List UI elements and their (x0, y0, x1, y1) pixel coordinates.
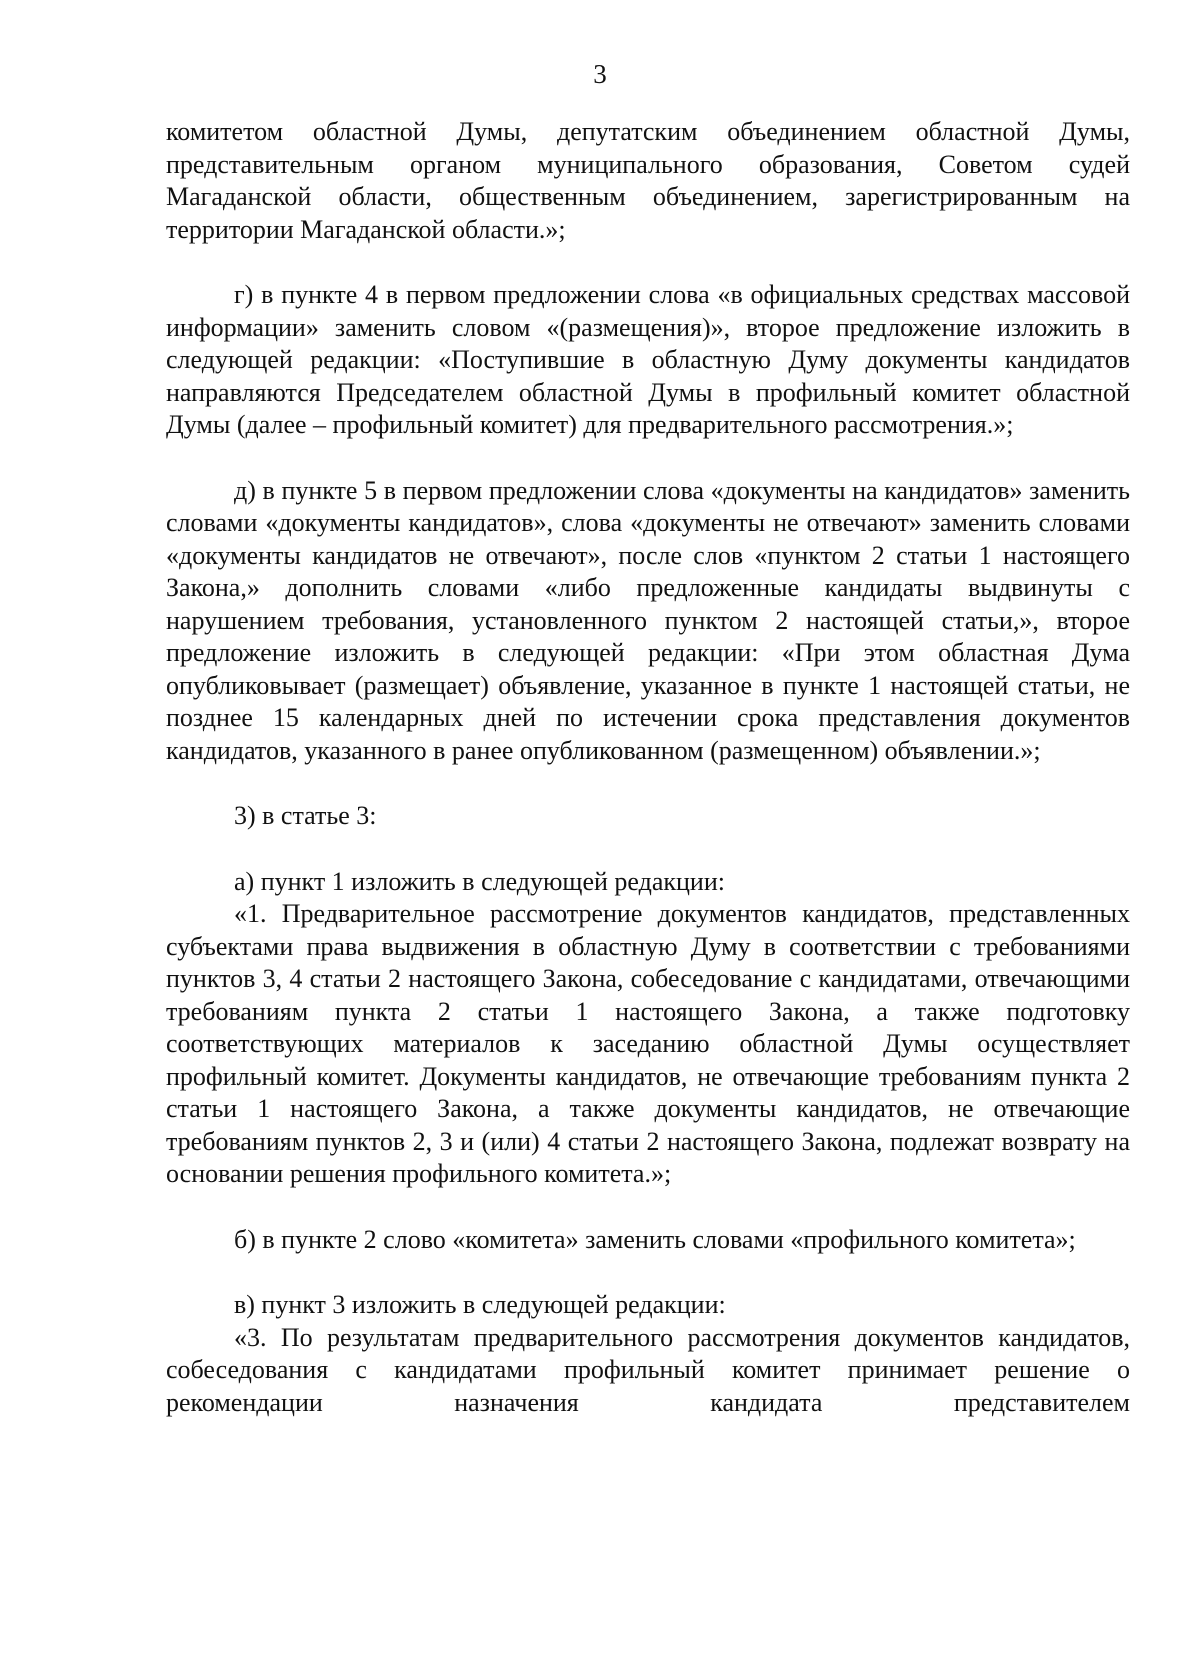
paragraph-item-g: г) в пункте 4 в первом предложении слова «в официальных средствах массовой информации» заменить словом «(размещения)», второе предложение изложить в следующей редакции: «Поступившие в областную Думу документы кандидатов направляются Председателем областной Думы в профильный комитет областной Думы (далее – профильный комитет) для предварительного рассмотрения.»; (166, 280, 1130, 439)
paragraph-continuation: комитетом областной Думы, депутатским объединением областной Думы, представительным органом муниципального образования, Советом судей Магаданской области, общественным объединением, зарегистрированным на территории Магаданской области.»; (166, 117, 1130, 244)
paragraph-item-d: д) в пункте 5 в первом предложении слова «документы на кандидатов» заменить словами «документы кандидатов», слова «документы не отвечают» заменить словами «документы кандидатов не отвечают», после слов «пунктом 2 статьи 1 настоящего Закона,» дополнить словами «либо предложенные кандидаты выдвинуты с нарушением требования, установленного пунктом 2 настоящей статьи,», второе предложение изложить в следующей редакции: «При этом областная Дума опубликовывает (размещает) объявление, указанное в пункте 1 настоящей статьи, не позднее 15 календарных дней по истечении срока представления документов кандидатов, указанного в ранее опубликованном (размещенном) объявлении.»; (166, 475, 1130, 765)
paragraph-item-a: а) пункт 1 изложить в следующей редакции: (234, 866, 725, 896)
paragraph-item-v: в) пункт 3 изложить в следующей редакции: (234, 1290, 726, 1319)
paragraph-article-3: 3) в статье 3: (234, 801, 377, 830)
paragraph-quoted-point-1: «1. Предварительное рассмотрение документов кандидатов, представленных субъектами права выдвижения в областную Думу в соответствии с требованиями пунктов 3, 4 статьи 2 настоящего Закона, собеседование с кандидатами, отвечающими требованиям пункта 2 статьи 1 настоящего Закона, а также подготовку соответствующих материалов к заседанию областной Думы осуществляет профильный комитет. Документы кандидатов, не отвечающие требованиям пункта 2 статьи 1 настоящего Закона, а также документы кандидатов, не отвечающие требованиям пунктов 2, 3 и (или) 4 статьи 2 настоящего Закона, подлежат возврату на основании решения профильного комитета.»; (166, 899, 1130, 1188)
paragraph-spacer (166, 246, 1130, 279)
paragraph-spacer (166, 1191, 1130, 1224)
document-body (166, 116, 1130, 1419)
paragraph-spacer (166, 442, 1130, 475)
paragraph-item-b: б) в пункте 2 слово «комитета» заменить словами «профильного комитета»; (234, 1224, 1076, 1254)
page-number: 3 (593, 59, 607, 89)
paragraph-quoted-point-3: «3. По результатам предварительного рассмотрения документов кандидатов, собеседования с кандидатами профильный комитет принимает решение о рекомендации назначения кандидата представителем (166, 1322, 1130, 1417)
paragraph-spacer (166, 1256, 1130, 1289)
paragraph-spacer (166, 833, 1130, 866)
paragraph-spacer (166, 767, 1130, 800)
